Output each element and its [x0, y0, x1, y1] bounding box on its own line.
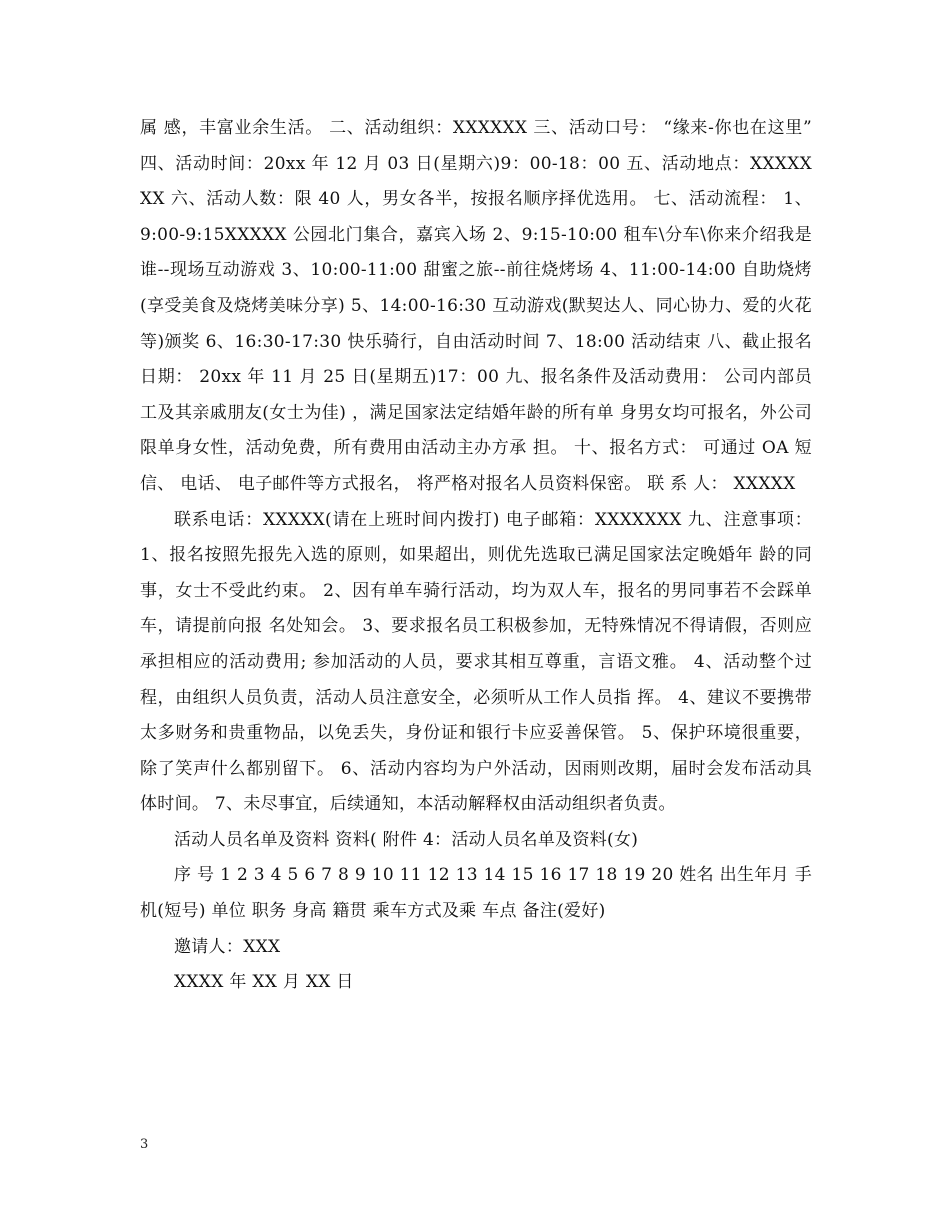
paragraph-event-details: 属 感，丰富业余生活。 二、活动组织：XXXXXX 三、活动口号： “缘来-你也在这里” 四、活动时间：20xx 年 12 月 03 日(星期六)9：00-18：00 五、活动地点：XXXXXXX 六、活动人数：限 40 人，男女各半，按报名顺序择优选用。 七、活动流程： 1、9:00-9:15XXXXX 公园北门集合，嘉宾入场 2、9:15-10:00 租车\分车\你来介绍我是谁--现场互动游戏 3、10:00-11:00 甜蜜之旅--前往烧烤场 4、11:00-14:00 自助烧烤(享受美食及烧烤美味分享) 5、14:00-16:30 互动游戏(默契达人、同心协力、爱的火花等)颁奖 6、16:30-17:30 快乐骑行，自由活动时间 7、18:00 活动结束 八、截止报名日期： 20xx 年 11 月 25 日(星期五)17：00 九、报名条件及活动费用： 公司内部员工及其亲戚朋友(女士为佳) ，满足国家法定结婚年龄的所有单 身男女均可报名，外公司限单身女性，活动免费，所有费用由活动主办方承 担。 十、报名方式： 可通过 OA 短信、 电话、 电子邮件等方式报名， 将严格对报名人员资料保密。 联 系 人： XXXXX: [140, 118, 812, 494]
paragraph-roster-fields: 序 号 1 2 3 4 5 6 7 8 9 10 11 12 13 14 15 16 17 18 19 20 姓名 出生年月 手机(短号) 单位 职务 身高 籍贯 乘车方式及乘 车点 备注(爱好): [140, 865, 812, 922]
paragraph-inviter: 邀请人：XXX: [174, 936, 281, 957]
document-body: [140, 111, 812, 1001]
page-number: 3: [140, 1137, 149, 1152]
paragraph-attachment-title: 活动人员名单及资料 资料( 附件 4：活动人员名单及资料(女): [174, 829, 639, 850]
paragraph-contact-and-notes: 联系电话：XXXXX(请在上班时间内拨打) 电子邮箱：XXXXXXX 九、注意事项：1、报名按照先报先入选的原则，如果超出，则优先选取已满足国家法定晚婚年 龄的同事，女士不受此约束。 2、因有单车骑行活动，均为双人车，报名的男同事若不会踩单车，请提前向报 名处知会。 3、要求报名员工积极参加，无特殊情况不得请假，否则应承担相应的活动费用; 参加活动的人员，要求其相互尊重，言语文雅。 4、活动整个过程，由组织人员负责，活动人员注意安全，必须听从工作人员指 挥。 4、建议不要携带太多财务和贵重物品，以免丢失，身份证和银行卡应妥善保管。 5、保护环境很重要，除了笑声什么都别留下。 6、活动内容均为户外活动，因雨则改期，届时会发布活动具体时间。 7、未尽事宜，后续通知，本活动解释权由活动组织者负责。: [140, 509, 812, 815]
paragraph-date: XXXX 年 XX 月 XX 日: [174, 972, 354, 993]
